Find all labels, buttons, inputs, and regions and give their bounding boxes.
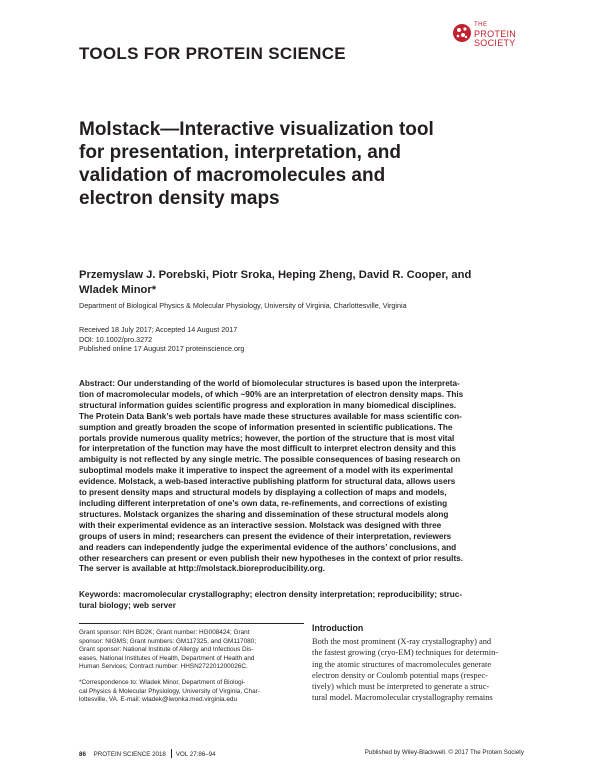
- doi: DOI: 10.1002/pro.3272: [79, 334, 153, 344]
- footer-divider: [171, 749, 172, 758]
- abstract-line: for interpretation of the function may have the most difficult to interpret electron density and this: [79, 444, 457, 454]
- abstract-line: tion of macromolecular models, of which ~90% are an interpretation of electron density maps. This: [79, 389, 464, 399]
- logo-line-1: PROTEIN: [474, 29, 517, 39]
- publisher-line: Published by Wiley-Blackwell. © 2017 The Protein Society: [364, 749, 524, 756]
- title-line: for presentation, interpretation, and: [79, 142, 401, 163]
- abstract-line: The Protein Data Bank’s web portals have made these structures available for mass scientific con-: [79, 411, 462, 421]
- intro-line: ing the atomic structures of macromolecules generate: [312, 659, 492, 669]
- author-line: Wladek Minor*: [79, 284, 157, 296]
- intro-line: tively) which must be interpreted to generate a struc-: [312, 682, 490, 692]
- logo-text: [474, 21, 516, 48]
- intro-line: the fastest growing (cryo-EM) techniques for determin-: [312, 648, 499, 658]
- protein-society-logo: [452, 18, 542, 52]
- abstract-line: and readers can independently judge the experimental evidence of the authors’ conclusions, and: [79, 542, 457, 552]
- footnote-line: sponsor: NIGMS; Grant numbers: GM117325, and GM117080;: [79, 637, 257, 645]
- intro-line: tural model. Macromolecular crystallography remains: [312, 693, 493, 703]
- author-list: [79, 268, 519, 298]
- logo-line-2: SOCIETY: [474, 38, 516, 48]
- abstract-line: evidence. Molstack, a web-based interactive publishing platform for structural data, allows users: [79, 477, 456, 487]
- abstract-line: to present density maps and structural models by displaying a collection of maps and models,: [79, 488, 447, 498]
- footnote-line: *Correspondence to: Wladek Minor, Department of Biologi-: [79, 678, 246, 686]
- abstract-line: including different interpretation of one’s own data, re-refinements, and corrections of existing: [79, 498, 448, 508]
- received-accepted: Received 18 July 2017; Accepted 14 August 2017: [79, 325, 238, 334]
- abstract-line: with their experimental evidence as an interactive session. Molstack was designed with three: [79, 520, 442, 530]
- intro-line: electron density or Coulomb potential maps (respec-: [312, 670, 488, 680]
- journal-name: PROTEIN SCIENCE 2018: [93, 751, 166, 758]
- abstract: [79, 379, 524, 575]
- correspondence-footnote: [79, 679, 304, 705]
- affiliation: Department of Biological Physics & Molecular Physiology, University of Virginia, Charlottesville, Virginia: [79, 301, 407, 310]
- author-line: Przemyslaw J. Porebski, Piotr Sroka, Heping Zheng, David R. Cooper, and: [79, 269, 472, 281]
- keywords: [79, 590, 524, 612]
- abstract-line: suboptimal models make it imperative to inspect the agreement of a model with its experimental: [79, 466, 453, 476]
- footnote-line: Human Services; Contract number: HHSN272201200026C.: [79, 663, 248, 671]
- logo-the: THE: [474, 22, 488, 28]
- footnote-line: eases, National Institutes of Health, Department of Health and: [79, 654, 255, 662]
- publication-dates: [79, 325, 244, 354]
- intro-line: Both the most prominent (X-ray crystallography) and: [312, 637, 492, 646]
- footnote-line: lottesville, VA. E-mail: wladek@iwonka.med.virginia.edu: [79, 696, 238, 704]
- abstract-line: structures. Molstack organizes the sharing and dissemination of these structural models along: [79, 509, 449, 519]
- keywords-line: tural biology; web server: [79, 600, 176, 610]
- abstract-line: The server is available at http://molstack.bioreproducibility.org.: [79, 564, 325, 574]
- page-number: 86: [79, 751, 86, 758]
- title-line: validation of macromolecules and: [79, 165, 386, 186]
- abstract-line: Abstract: Our understanding of the world of biomolecular structures is based upon the interpreta-: [79, 379, 460, 388]
- introduction-section: [312, 623, 524, 704]
- abstract-line: ambiguity is not reflected by any single metric. The possible consequences of basing research on: [79, 455, 461, 465]
- keywords-line: Keywords: macromolecular crystallography; electron density interpretation; reproducibility; struc-: [79, 590, 463, 599]
- published-online: Published online 17 August 2017 proteinscience.org: [79, 344, 245, 353]
- footer-left: [79, 749, 216, 758]
- section-label: TOOLS FOR PROTEIN SCIENCE: [79, 44, 346, 63]
- abstract-line: groups of users in mind; researchers can present the evidence of their interpretation, reviewers: [79, 531, 452, 541]
- title-line: Molstack—Interactive visualization tool: [79, 119, 434, 140]
- abstract-line: portals provide numerous quality metrics; however, the portion of the structure that is most vital: [79, 433, 455, 443]
- footnote-line: cal Physics & Molecular Physiology, University of Virginia, Char-: [79, 687, 260, 695]
- footnote-line: Grant sponsor: NIH BD2K; Grant number: HG008424; Grant: [79, 629, 250, 636]
- footnotes: [79, 623, 304, 705]
- abstract-line: sumption and greatly broaden the scope of information presented in scientific publications. The: [79, 422, 453, 432]
- protein-society-logo-icon: [452, 20, 472, 46]
- introduction-body: [312, 636, 524, 704]
- title-line: electron density maps: [79, 188, 280, 209]
- introduction-heading: Introduction: [312, 623, 364, 633]
- abstract-line: other researchers can present or even publish their new hypotheses in the context of prior results.: [79, 553, 464, 563]
- volume-info: VOL 27:86–94: [175, 751, 216, 758]
- footnote-line: Grant sponsor: National Institute of Allergy and Infectious Dis-: [79, 646, 254, 654]
- article-title: [79, 118, 509, 210]
- grant-footnote: [79, 629, 304, 672]
- abstract-line: structural information guides scientific progress and exploration in many biomedical disciplines.: [79, 400, 457, 410]
